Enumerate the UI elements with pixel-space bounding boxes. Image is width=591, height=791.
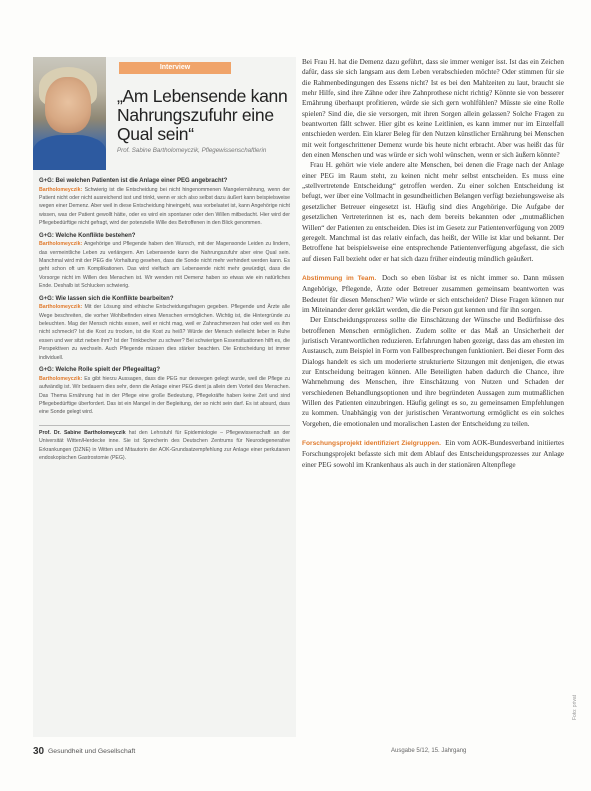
bio-divider xyxy=(39,425,290,426)
qa-item xyxy=(39,178,290,228)
answer xyxy=(39,186,290,228)
question: G+G: Welche Konflikte bestehen? xyxy=(39,232,136,239)
answer-text: Mit der Lösung sind ethische Entscheidungsfragen gegeben. Pflegende und Ärzte alle Wege beschreiten, die vorher Wohlbefinden eines Menschen ermöglichen. Wichtig ist, die Hintergründe zu beleuchten. Mag der Mensch nichts essen, weil er nicht mag, weil er Zahnschmerzen hat oder weil es ihm nicht schmeckt? Ist die Kost zu trocken, ist die Kost zu heiß? Würde der Mensch vielleicht lieber in Ruhe essen und wer sitzt neben ihm? Ist der Trinkbecher zu schwer? Bei schwierigen Essensituationen hilft es, die Perspektiven zu wechseln. Auch Pflegende müssen dies stärker beachten. Die Entscheidung ist immer individuell. xyxy=(39,304,290,361)
photo-caption: Prof. Sabine Bartholomeyczik, Pflegewissenschaftlerin xyxy=(117,147,267,154)
qa-item xyxy=(39,233,290,291)
answer-speaker: Bartholomeyczik: xyxy=(39,241,83,248)
author-bio xyxy=(39,429,290,463)
question: G+G: Welche Rolle spielt der Pflegealltag? xyxy=(39,367,161,374)
photo-credit: Foto: privat xyxy=(572,694,578,720)
qa-item xyxy=(39,367,290,417)
answer xyxy=(39,240,290,290)
portrait-face xyxy=(45,77,91,133)
interview-headline: „Am Lebensende kann Nahrungszufuhr eine Qual sein“ xyxy=(117,86,288,144)
article-paragraph xyxy=(302,438,564,470)
paragraph-gap xyxy=(302,429,564,438)
interview-box xyxy=(33,57,296,737)
article-paragraph xyxy=(302,160,564,263)
magazine-name: Gesundheit und Gesellschaft xyxy=(48,748,136,755)
answer-speaker: Bartholomeyczik: xyxy=(39,186,83,193)
answer-text: Angehörige und Pflegende haben den Wunsch, mit der Magensonde Leiden zu lindern, das vermeintliche Leben zu verlängern. Am Lebensende kann die Nahrungszufuhr aber eine Qual sein. Manchmal wird mit der PEG die Vorhaltung gesehen, dass die Sonde nicht mehr verhindert werden kann. Es geht schon oft um Komplikationen. Das wird vielfach am Lebensende nicht mehr gewürdigt, dass die Vorsorge nicht im Willen des Menschen ist. Wir wenden mit Demenz haben so etwas wie ein natürliches Ende. Deshalb ist Schlucken schwierig. xyxy=(39,241,290,290)
article-paragraph xyxy=(302,315,564,429)
issue-info: Ausgabe 5/12, 15. Jahrgang xyxy=(391,748,467,754)
answer xyxy=(39,375,290,417)
paragraph-text: Frau H. gehört wie viele andere alte Menschen, bei denen die Frage nach der Anlage einer PEG im Raum steht, zu keinen nicht mehr selbst entscheiden. Es muss eine „stellvertretende Entscheidung“ getroffen werden. Zu einer solchen Entscheidung ist befugt, wer über eine Vollmacht in gesundheitlichen Belangen verfügt beziehungsweise als gesetzlicher Betreuer eingesetzt ist. Häufig sind dies Angehörige. Die Aufgabe der gesetzlichen Vertreterinnen ist es, nach dem bereits bekannten oder „mutmaßlichen Willen“ der Patienten zu entscheiden. Dies ist im Gesetz zur Patientenverfügung von 2009 geregelt. Manchmal ist das relativ einfach, das heißt, der Wille ist klar und bekannt. Der Betroffene hat beispielsweise eine entsprechende Patientenverfügung abgefasst, die sich auf diesen Fall bezieht oder er hat sich dazu früher eindeutig mündlich geäußert. xyxy=(302,161,564,263)
paragraph-text: Bei Frau H. hat die Demenz dazu geführt, dass sie immer weniger isst. Ist das ein Zeichen dafür, dass sie sich langsam aus dem Leben verabschieden möchte? Oder stimmen für sie die Rahmenbedingungen des Essens nicht? Ist es bei den Mahlzeiten zu laut, braucht sie mehr Hilfe, sind ihre Zähne oder ihre Zahnprothese nicht richtig? Könnte sie von besserer Ernährung überhaupt profitieren, würde sie sich gern wohlfühlen? Müsste sie eine Rolle spielen? Sind die, die sie versorgen, mit ihren Sorgen allein gelassen? Solche Fragen zu beantworten fällt schwer. Hier gibt es keine Leitlinien, es kann immer nur im Einzelfall entschieden werden. Ein klarer Beleg für den Nutzen künstlicher Ernährung bei Menschen mit weit fortgeschrittener Demenz wurde bis heute nicht erbracht. Aber was heißt das für den einen Menschen und was würde er sich wohl wünschen, wenn er sich äußern könnte? xyxy=(302,58,564,160)
answer-text: Schwierig ist die Entscheidung bei nicht hingenommenen Mangelernährung, wenn der Patient nicht oder nicht ausreichend isst und trinkt, wenn er sich also selbst dazu äußert kann beispielsweise wegen einer Demenz. Aber weil in diese Entscheidung hineingeht, was vorbelastet ist, kann Angehörige nicht wissen, was der Patient gewollt hätte, oder es wird ein spontaner oder den Willen mitbedacht. Hier wird der Pflegebedürftige nicht gefragt, wird der potenzielle Wille des Betroffenen in den Blick genommen. xyxy=(39,186,290,227)
qa-item xyxy=(39,296,290,362)
article-paragraph xyxy=(302,273,564,315)
page-footer xyxy=(33,746,553,760)
page-number: 30 xyxy=(33,746,45,757)
qa-section xyxy=(39,178,290,417)
question: G+G: Bei welchen Patienten ist die Anlage einer PEG angebracht? xyxy=(39,178,228,184)
answer-speaker: Bartholomeyczik: xyxy=(39,375,83,382)
portrait-shirt xyxy=(33,135,106,170)
paragraph-gap xyxy=(302,264,564,273)
answer-speaker: Bartholomeyczik: xyxy=(39,304,83,311)
paragraph-text: Der Entscheidungsprozess sollte die Einschätzung der Wünsche und Bedürfnisse des betroffenen Menschen ermöglichen. Zudem sollte er das Maß an Unsicherheit der juristisch Verantwortlichen reduzieren. Erfahrungen haben gezeigt, dass das am ehesten im Austausch, zum Beispiel in Form von Fallbesprechungen funktioniert. Bei dieser Form des Dialogs handelt es sich um moderierte strukturierte Sitzungen mit denjenigen, die etwas zur Entscheidung beitragen können. Alle Beteiligten haben dadurch die Chance, ihre Wahrnehmung des Menschen, ihre Einschätzung von Nutzen und Schaden der verschiedenen Behandlungsoptionen und ihre begründeten Aussagen zum mutmaßlichen Willen des Patienten einzubringen. Häufig gelingt es so, zu gemeinsamen Empfehlungen zu kommen. Unabhängig von der juristischen Verantwortung ermöglicht es ein solches Vorgehen, die emotionalen und moralischen Lasten der Entscheidung zu teilen. xyxy=(302,316,564,428)
subheading: Abstimmung im Team. xyxy=(302,274,377,282)
answer xyxy=(39,303,290,362)
subheading: Forschungsprojekt identifiziert Zielgruppen. xyxy=(302,440,441,448)
paragraph-text: Ein vom AOK-Bundesverband initiiertes Forschungsprojekt befasste sich mit dem Ablauf des Entscheidungsprozesses zur Anlage einer PEG sowohl im Krankenhaus als auch in der stationären Altenpflege xyxy=(302,439,564,469)
interview-tag: Interview xyxy=(119,62,231,74)
question: G+G: Wie lassen sich die Konflikte bearbeiten? xyxy=(39,295,174,302)
interview-header xyxy=(39,57,290,170)
paragraph-text: Doch so eben lösbar ist es nicht immer so. Dann müssen Angehörige, Pflegende, Ärzte oder Betreuer zusammen gemeinsam beantworten was Bedeutet für diesen Menschen? Wie würde er sich entscheiden? Diese Fragen können nur im Miteinander derer geklärt werden, die die Person gut kennen und für ihn sorgen. xyxy=(302,273,564,314)
bio-name: Prof. Dr. Sabine Bartholomeyczik xyxy=(39,429,126,436)
answer-text: Es gibt hierzu Aussagen, dass die PEG nur deswegen gelegt wurde, weil die Pflege zu aufwändig ist. Wir bedauern dies sehr, denn die Anlage einer PEG dient ja allein dem Vorteil des Menschen. Das Thema Ernährung hat in der Pflege eine große Bedeutung, Pflegekräfte haben keine Zeit und sind Pflegebedürftige überfordert. Das ist ein Mangel in der Begleitung, der so nicht sein darf. Es ist absurd, dass eine Sonde gelegt wird. xyxy=(39,375,290,416)
bio-text: hat den Lehrstuhl für Epidemiologie – Pflegewissenschaft an der Universität Witten/Herdecke inne. Sie ist Sprecherin des Deutschen Zentrums für Neurodegenerative Erkrankungen (DZNE) in Witten und Mitautorin der AOK-Grundsatzempfehlung zur Anlage einer perkutanen endoskopischen Gastrostomie (PEG). xyxy=(39,429,290,461)
article-body xyxy=(302,57,564,470)
article-paragraph xyxy=(302,57,564,160)
portrait-photo xyxy=(33,57,106,170)
